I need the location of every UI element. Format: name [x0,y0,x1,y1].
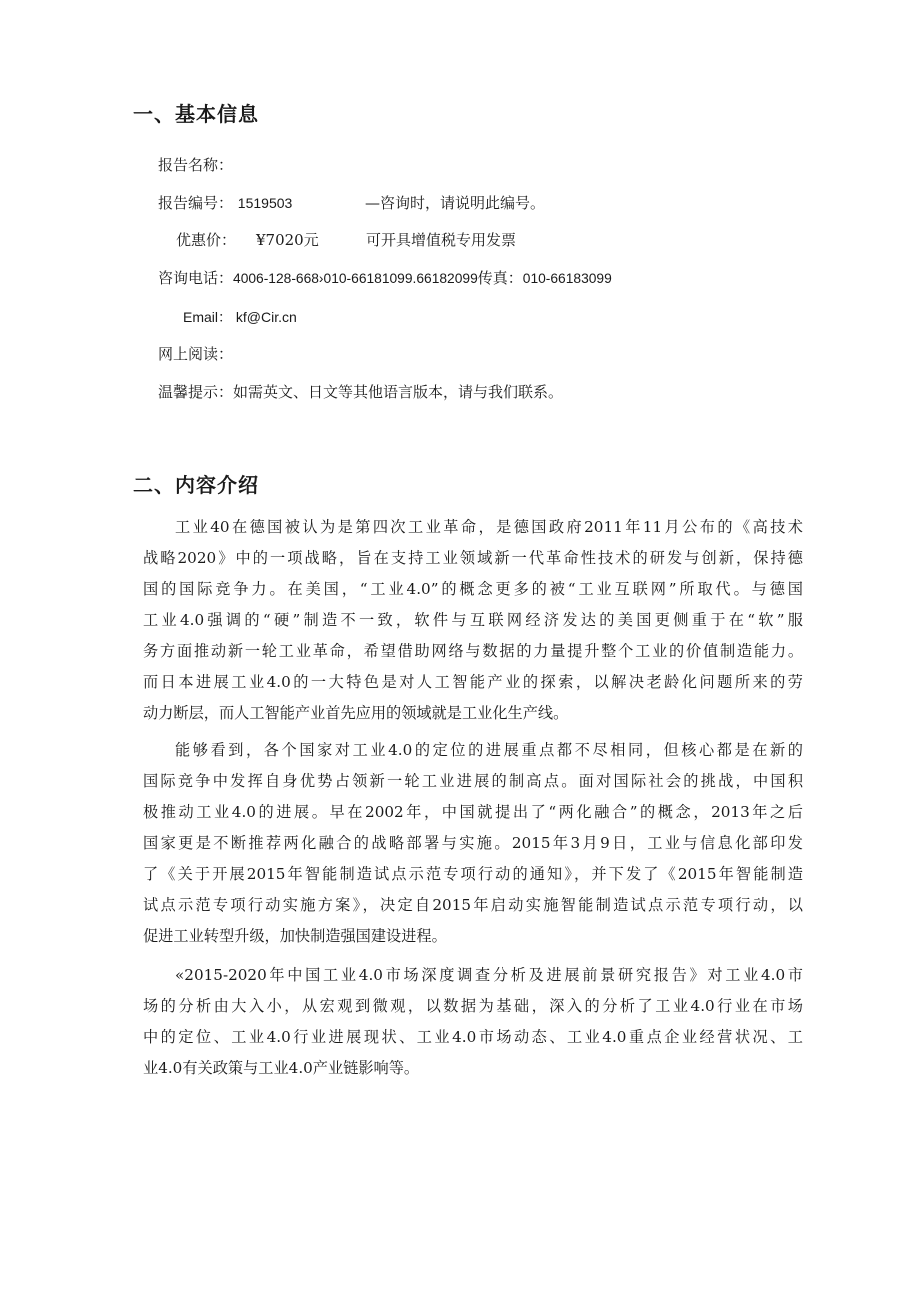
price-note: 可开具增值税专用发票 [366,231,517,249]
paragraph-line: 国的国际竞争力。在美国，“工业4.0”的概念更多的被“工业互联网”所取代。与德国 [143,580,803,598]
paragraph-line: 中的定位、工业4.0行业进展现状、工业4.0市场动态、工业4.0重点企业经营状况、工 [143,1028,803,1046]
fax-value: 010-66183099 [522,271,612,286]
online-reading-row [158,344,233,364]
paragraph-line: 试点示范专项行动实施方案》，决定自2015年启动实施智能制造试点示范专项行动，以 [143,896,803,914]
phone-label: 咨询电话： [158,269,234,287]
price-row [176,230,517,250]
email-label: Email： [183,309,233,325]
paragraph-line: 工业40在德国被认为是第四次工业革命，是德国政府2011年11月公布的《高技术 [175,518,803,536]
paragraph-line: 国家更是不断推荐两化融合的战略部署与实施。2015年3月9日，工业与信息化部印发 [143,834,803,852]
report-number-row [158,193,546,213]
paragraph-line: 而日本进展工业4.0的一大特色是对人工智能产业的探索，以解决老龄化问题所来的劳 [143,673,803,691]
report-number-label: 报告编号： [158,194,234,212]
paragraph-line: 业4.0有关政策与工业4.0产业链影响等。 [143,1059,420,1077]
paragraph-3 [143,960,803,1084]
email-row [183,307,297,327]
paragraph-2 [143,735,803,952]
online-reading-label: 网上阅读： [158,345,234,363]
paragraph-line: 了《关于开展2015年智能制造试点示范专项行动的通知》，并下发了《2015年智能制造 [143,865,803,883]
price-value: ¥7020元 [256,231,319,249]
section-heading-basic-info: 一、基本信息 [133,102,259,126]
price-label: 优惠价： [176,231,237,249]
tip-text: 温馨提示：如需英文、日文等其他语言版本，请与我们联系。 [158,383,564,401]
paragraph-line: 国际竞争中发挥自身优势占领新一轮工业进展的制高点。面对国际社会的挑战，中国积 [143,772,803,790]
report-number-value: 1519503 [237,195,293,211]
paragraph-line: 极推动工业4.0的进展。早在2002年，中国就提出了“两化融合”的概念，2013年之后 [143,803,803,821]
paragraph-line: 场的分析由大入小，从宏观到微观，以数据为基础，深入的分析了工业4.0行业在市场 [143,997,803,1015]
paragraph-line: «2015-2020年中国工业4.0市场深度调查分析及进展前景研究报告》对工业4.0市 [175,966,803,984]
paragraph-line: 战略2020》中的一项战略，旨在支持工业领域新一代革命性技术的研发与创新，保持德 [143,549,803,567]
paragraph-1 [143,512,803,729]
paragraph-line: 促进工业转型升级，加快制造强国建设进程。 [143,927,447,945]
phone-row [158,268,612,289]
email-value[interactable]: kf@Cir.cn [235,309,297,325]
tip-row [158,382,563,402]
paragraph-line: 能够看到，各个国家对工业4.0的定位的进展重点都不尽相同，但核心都是在新的 [175,741,803,759]
phone-value: 4006-128-668›010-66181099.66182099 [233,271,478,286]
paragraph-line: 动力断层，而人工智能产业首先应用的领域就是工业化生产线。 [143,704,569,722]
report-name-row [158,155,233,175]
paragraph-line: 工业4.0强调的“硬”制造不一致，软件与互联网经济发达的美国更侧重于在“软”服 [143,611,803,629]
paragraph-line: 务方面推动新一轮工业革命，希望借助网络与数据的力量提升整个工业的价值制造能力。 [143,642,803,660]
fax-label: 传真： [477,269,523,287]
report-name-label: 报告名称： [158,156,234,174]
section-heading-content-intro: 二、内容介绍 [133,473,259,497]
report-number-note: —咨询时，请说明此编号。 [365,194,546,212]
